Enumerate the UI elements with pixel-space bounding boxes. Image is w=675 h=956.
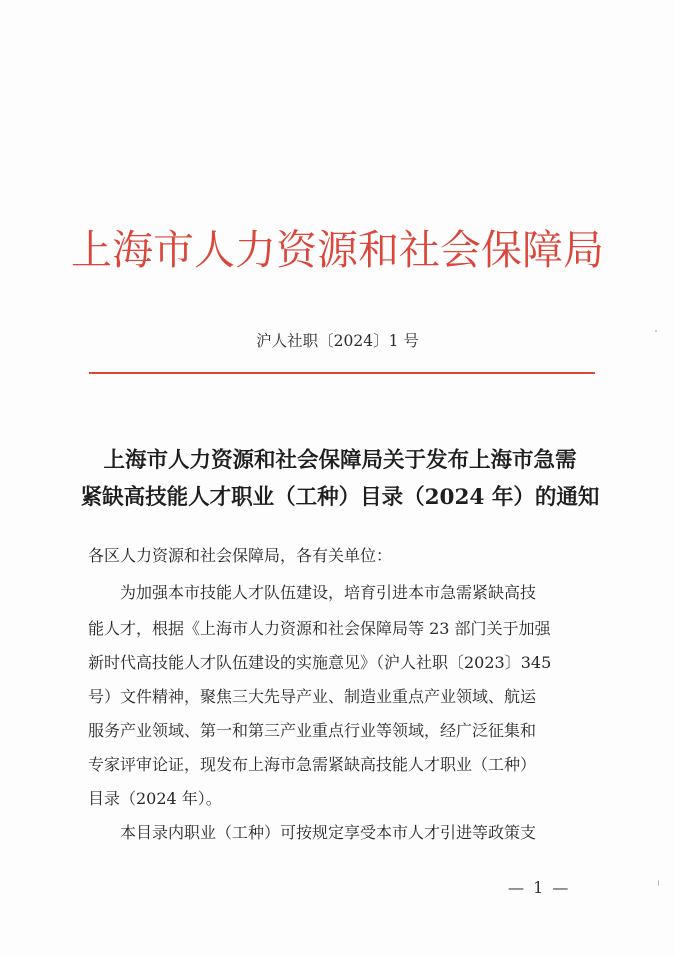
body-text-line: 能人才，根据《上海市人力资源和社会保障局等 23 部门关于加强 — [88, 619, 551, 638]
title-line-2: 紧缺高技能人才职业（工种）目录（2024 年）的通知 — [80, 485, 600, 510]
issuing-agency-header: 上海市人力资源和社会保障局 — [71, 226, 604, 274]
scan-speck — [655, 330, 657, 332]
body-text-line: 专家评审论证，现发布上海市急需紧缺高技能人才职业（工种） — [88, 755, 537, 774]
document-title — [80, 442, 600, 516]
title-line-1: 上海市人力资源和社会保障局关于发布上海市急需 — [103, 448, 577, 473]
body-text-line: 为加强本市技能人才队伍建设，培育引进本市急需紧缺高技 — [120, 583, 537, 602]
document-number: 沪人社职〔2024〕1 号 — [256, 332, 419, 350]
body-text-line: 本目录内职业（工种）可按规定享受本市人才引进等政策支 — [120, 823, 537, 842]
body-text-line: 服务产业领域、第一和第三产业重点行业等领域，经广泛征集和 — [88, 721, 537, 740]
scan-speck — [658, 880, 659, 886]
addressee-line: 各区人力资源和社会保障局，各有关单位： — [88, 546, 393, 565]
page-number: — 1 — — [508, 878, 571, 897]
body-text-line: 新时代高技能人才队伍建设的实施意见》（沪人社职〔2023〕345 — [88, 653, 552, 672]
red-divider-line — [89, 372, 595, 374]
body-text-line: 目录（2024 年）。 — [88, 789, 222, 808]
body-text-line: 号）文件精神，聚焦三大先导产业、制造业重点产业领域、航运 — [88, 687, 537, 706]
